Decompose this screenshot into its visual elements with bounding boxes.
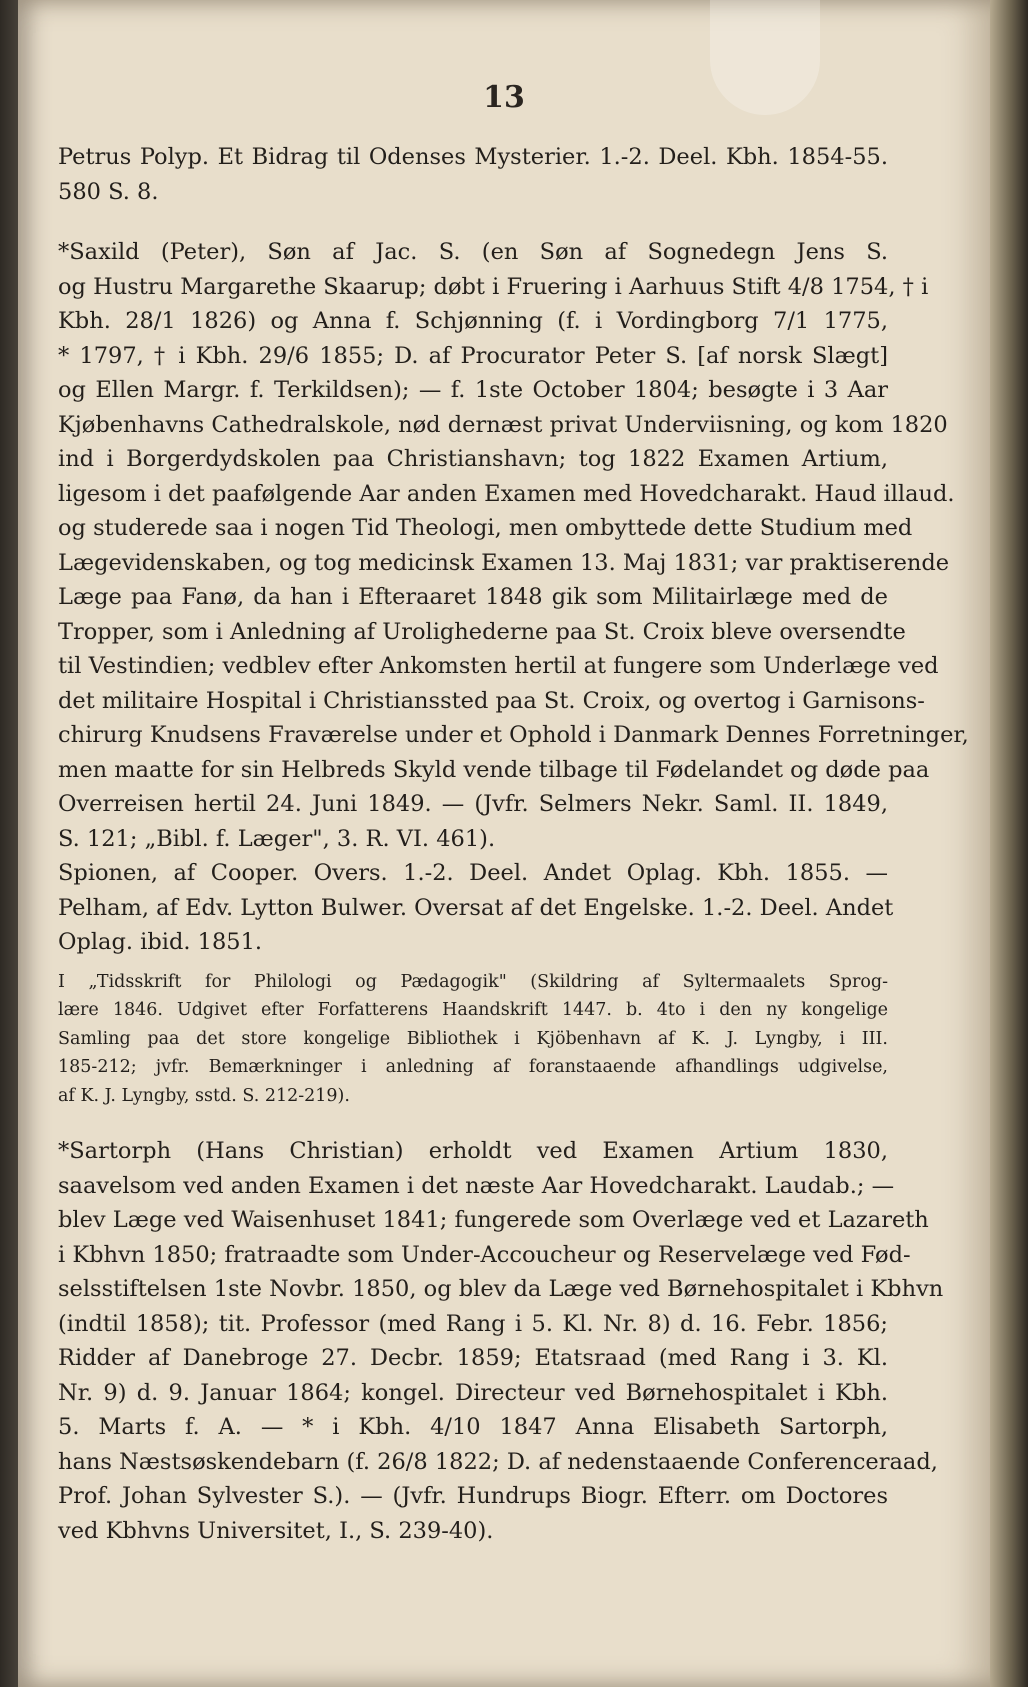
text-line: lære 1846. Udgivet efter Forfatterens Haandskrift 1447. b. 4to i den ny kongelige <box>58 1000 888 1020</box>
text-line: Kbh. 28/1 1826) og Anna f. Schjønning (f. i Vordingborg 7/1 1775, <box>58 308 888 334</box>
entry-petrus <box>58 140 888 209</box>
entry-spionen <box>58 856 894 960</box>
text-line: Spionen, af Cooper. Overs. 1.-2. Deel. Andet Oplag. Kbh. 1855. — <box>58 860 888 886</box>
text-line: ved Kbhvns Universitet, I., S. 239-40). <box>58 1517 494 1544</box>
text-line: ind i Borgerdydskolen paa Christianshavn; tog 1822 Examen Artium, <box>58 446 888 472</box>
text-line: *Saxild (Peter), Søn af Jac. S. (en Søn af Sognedegn Jens S. <box>58 239 888 265</box>
text-line: i Kbhvn 1850; fratraadte som Under-Accoucheur og Reservelæge ved Fød- <box>58 1241 911 1268</box>
text-line: 185-212; jvfr. Bemærkninger i anledning af foranstaaende afhandlings udgivelse, <box>58 1057 888 1077</box>
entry-saxild <box>58 235 969 856</box>
text-line: og studerede saa i nogen Tid Theologi, men ombyttede dette Studium med <box>58 515 913 541</box>
text-line: til Vestindien; vedblev efter Ankomsten hertil at fungere som Underlæge ved <box>58 653 939 679</box>
text-line: Petrus Polyp. Et Bidrag til Odenses Mysterier. 1.-2. Deel. Kbh. 1854-55. <box>58 144 888 170</box>
text-line: men maatte for sin Helbreds Skyld vende tilbage til Fødelandet og døde paa <box>58 756 930 783</box>
entry-sartorph <box>58 1134 944 1548</box>
text-line: Oplag. ibid. 1851. <box>58 929 263 955</box>
book-page <box>18 0 990 1687</box>
text-line: af K. J. Lyngby, sstd. S. 212-219). <box>58 1085 350 1106</box>
text-line: og Hustru Margarethe Skaarup; døbt i Fruering i Aarhuus Stift 4/8 1754, † i <box>58 273 929 300</box>
text-line: 5. Marts f. A. — * i Kbh. 4/10 1847 Anna Elisabeth Sartorph, <box>58 1414 888 1440</box>
page-text <box>58 140 969 1548</box>
text-line: chirurg Knudsens Fraværelse under et Ophold i Danmark Dennes Forretninger, <box>58 722 969 748</box>
text-line: hans Næstsøskendebarn (f. 26/8 1822; D. af nedenstaaende Conferenceraad, <box>58 1448 938 1475</box>
page-number: 13 <box>483 80 525 115</box>
text-line: Samling paa det store kongelige Bibliothek i Kjöbenhavn af K. J. Lyngby, i III. <box>58 1028 888 1049</box>
text-line: og Ellen Margr. f. Terkildsen); — f. 1ste October 1804; besøgte i 3 Aar <box>58 377 888 403</box>
text-line: I „Tidsskrift for Philologi og Pædagogik" (Skildring af Syltermaalets Sprog- <box>58 971 888 992</box>
text-line: Lægevidenskaben, og tog medicinsk Examen 13. Maj 1831; var praktiserende <box>58 549 950 576</box>
text-line: Tropper, som i Anledning af Urolighederne paa St. Croix bleve oversendte <box>58 618 906 645</box>
text-line: Ridder af Danebroge 27. Decbr. 1859; Etatsraad (med Rang i 3. Kl. <box>58 1345 888 1371</box>
text-line: blev Læge ved Waisenhuset 1841; fungerede som Overlæge ved et Lazareth <box>58 1207 929 1233</box>
text-line: Kjøbenhavns Cathedralskole, nød dernæst privat Underviisning, og kom 1820 <box>58 411 948 438</box>
text-line: Læge paa Fanø, da han i Efteraaret 1848 gik som Militairlæge med de <box>58 584 888 610</box>
book-edge <box>990 0 1028 1687</box>
text-line: Overreisen hertil 24. Juni 1849. — (Jvfr. Selmers Nekr. Saml. II. 1849, <box>58 791 888 817</box>
text-line: det militaire Hospital i Christianssted paa St. Croix, og overtog i Garnisons- <box>58 687 925 714</box>
text-line: * 1797, † i Kbh. 29/6 1855; D. af Procurator Peter S. [af norsk Slægt] <box>58 342 888 369</box>
text-line: saavelsom ved anden Examen i det næste Aar Hovedcharakt. Laudab.; — <box>58 1172 895 1199</box>
text-line: Pelham, af Edv. Lytton Bulwer. Oversat af det Engelske. 1.-2. Deel. Andet <box>58 894 894 921</box>
text-line: 580 S. 8. <box>58 178 159 205</box>
text-line: (indtil 1858); tit. Professor (med Rang i 5. Kl. Nr. 8) d. 16. Febr. 1856; <box>58 1310 888 1337</box>
text-line: S. 121; „Bibl. f. Læger", 3. R. VI. 461). <box>58 825 496 852</box>
text-line: Prof. Johan Sylvester S.). — (Jvfr. Hundrups Biogr. Efterr. om Doctores <box>58 1483 888 1509</box>
text-line: ligesom i det paafølgende Aar anden Examen med Hovedcharakt. Haud illaud. <box>58 480 955 507</box>
text-line: selsstiftelsen 1ste Novbr. 1850, og blev da Læge ved Børnehospitalet i Kbhvn <box>58 1276 944 1302</box>
text-line: Nr. 9) d. 9. Januar 1864; kongel. Directeur ved Børnehospitalet i Kbh. <box>58 1379 888 1406</box>
text-line: *Sartorph (Hans Christian) erholdt ved Examen Artium 1830, <box>58 1138 888 1164</box>
note-block <box>58 968 888 1111</box>
